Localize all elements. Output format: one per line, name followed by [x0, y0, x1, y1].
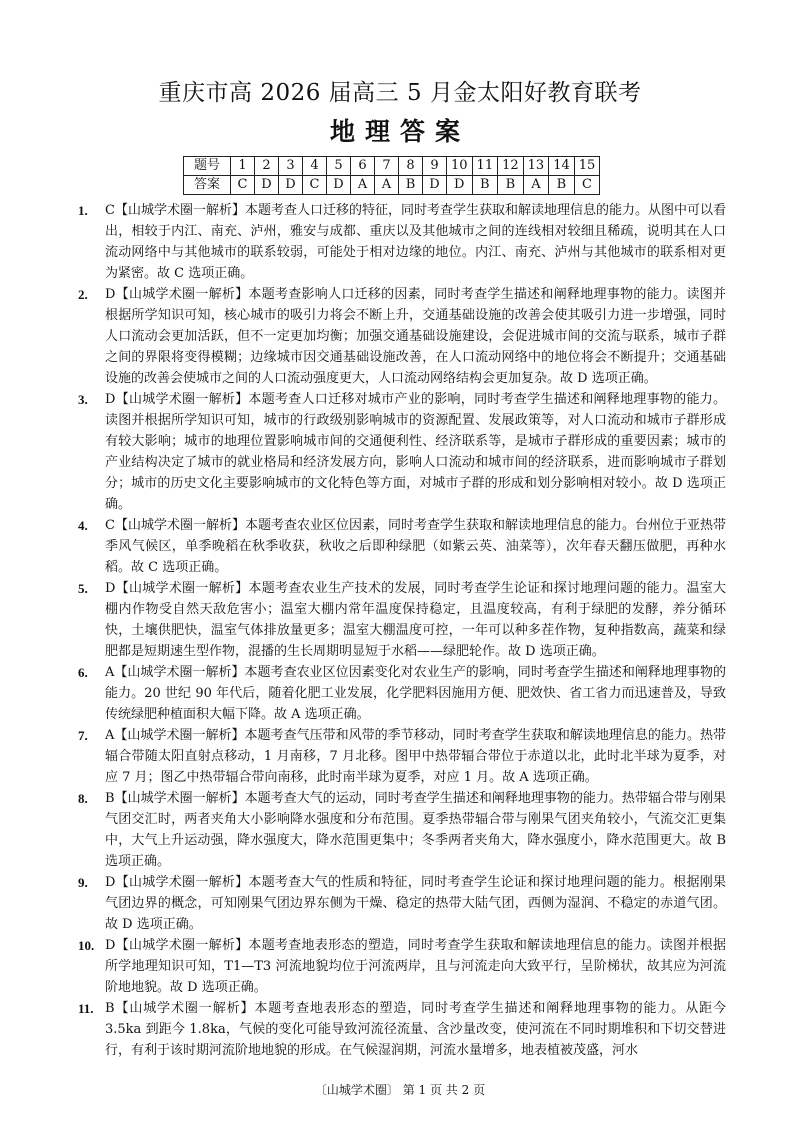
- item-number: 9.: [78, 875, 88, 890]
- question-number-cell: 8: [399, 157, 423, 176]
- item-text: C【山城学术圈一解析】本题考查农业区位因素，同时考查学生获取和解读地理信息的能力。台州位于亚热带季风气候区，单季晚稻在秋季收获，秋收之后即种绿肥（如紫云英、油菜等），次年春天翻压做肥，再种水稻。故 C 选项正确。: [105, 518, 726, 575]
- page-footer: 〔山城学术圈〕 第 1 页 共 2 页: [314, 1083, 486, 1097]
- item-number: 4.: [78, 518, 88, 533]
- item-text: A【山城学术圈一解析】本题考查气压带和风带的季节移动，同时考查学生获取和解读地理信息的能力。热带辐合带随太阳直射点移动，1 月南移，7 月北移。图甲中热带辐合带位于赤道以北，此时北半球为夏季，对应 7 月；图乙中热带辐合带向南移，此时南半球为夏季，对应 1 月。故 A 选项正确。: [105, 728, 726, 785]
- answer-cell: D: [279, 176, 303, 195]
- explanation-item: [78, 725, 726, 788]
- explanation-item: [78, 998, 726, 1061]
- item-number: 8.: [78, 791, 88, 806]
- item-text: B【山城学术圈一解析】本题考查大气的运动，同时考查学生描述和阐释地理事物的能力。热带辐合带与刚果气团交汇时，两者夹角大小影响降水强度和分布范围。夏季热带辐合带与刚果气团夹角较小，气流交汇更集中，大气上升运动强，降水强度大，降水范围更集中；冬季两者夹角大，降水强度小，降水范围更大。故 B 选项正确。: [105, 791, 726, 869]
- answer-table-number-row: [184, 157, 600, 176]
- row-label-numbers: 题号: [184, 157, 231, 176]
- item-text: D【山城学术圈一解析】本题考查影响人口迁移的因素，同时考查学生描述和阐释地理事物的能力。读图并根据所学知识可知，核心城市的吸引力将会不断上升，交通基础设施的改善会使其吸引力进一步增强，同时人口流动会更加活跃，但不一定更加均衡；加强交通基础设施建设，会促进城市间的交流与联系，城市子群之间的界限将变得模糊；边缘城市因交通基础设施改善，在人口流动网络中的地位将会不断提升；交通基础设施的改善会使城市之间的人口流动强度更大，人口流动网络结构会更加复杂。故 D 选项正确。: [105, 287, 726, 386]
- answer-cell: B: [498, 176, 524, 195]
- item-number: 3.: [78, 392, 88, 407]
- answer-table-answer-row: [184, 176, 600, 195]
- question-number-cell: 15: [574, 157, 600, 176]
- answer-cell: A: [523, 176, 549, 195]
- question-number-cell: 9: [423, 157, 447, 176]
- question-number-cell: 4: [303, 157, 327, 176]
- item-number: 2.: [78, 287, 88, 302]
- answer-table: [183, 156, 600, 195]
- answer-cell: C: [574, 176, 600, 195]
- explanation-item: [78, 872, 726, 935]
- item-number: 11.: [78, 1001, 94, 1016]
- question-number-cell: 10: [447, 157, 473, 176]
- answer-cell: C: [303, 176, 327, 195]
- explanation-item: [78, 578, 726, 662]
- answer-cell: D: [447, 176, 473, 195]
- answer-cell: A: [375, 176, 399, 195]
- question-number-cell: 6: [351, 157, 375, 176]
- item-number: 1.: [78, 203, 88, 218]
- item-text: D【山城学术圈一解析】本题考查大气的性质和特征，同时考查学生论证和探讨地理问题的能力。根据刚果气团边界的概念，可知刚果气团边界东侧为干燥、稳定的热带大陆气团，西侧为湿润、不稳定的赤道气团。故 D 选项正确。: [105, 875, 726, 932]
- question-number-cell: 5: [327, 157, 351, 176]
- question-number-cell: 1: [231, 157, 255, 176]
- explanation-item: [78, 788, 726, 872]
- answer-cell: C: [231, 176, 255, 195]
- question-number-cell: 11: [472, 157, 498, 176]
- question-number-cell: 7: [375, 157, 399, 176]
- item-number: 6.: [78, 665, 88, 680]
- page-title: 重庆市高 2026 届高三 5 月金太阳好教育联考: [158, 80, 642, 106]
- answer-cell: B: [549, 176, 575, 195]
- explanation-item: [78, 284, 726, 389]
- row-label-answers: 答案: [184, 176, 231, 195]
- explanation-list: [78, 200, 726, 1061]
- explanation-item: [78, 515, 726, 578]
- item-number: 10.: [78, 938, 95, 953]
- item-text: D【山城学术圈一解析】本题考查人口迁移对城市产业的影响，同时考查学生描述和阐释地理事物的能力。读图并根据所学知识可知，城市的行政级别影响城市的资源配置、发展政策等，对人口流动和城市子群形成有较大影响；城市的地理位置影响城市间的交通便利性、经济联系等，是城市子群形成的重要因素；城市的产业结构决定了城市的就业格局和经济发展方向，影响人口流动和城市间的经济联系，进而影响城市子群划分；城市的历史文化主要影响城市的文化特色等方面，对城市子群的形成和划分影响相对较小。故 D 选项正确。: [105, 392, 726, 512]
- question-number-cell: 14: [549, 157, 575, 176]
- explanation-item: [78, 200, 726, 284]
- explanation-item: [78, 389, 726, 515]
- answer-cell: D: [255, 176, 279, 195]
- item-text: D【山城学术圈一解析】本题考查农业生产技术的发展，同时考查学生论证和探讨地理问题的能力。温室大棚内作物受自然天敌危害小；温室大棚内常年温度保持稳定，且温度较高，有利于绿肥的发酵，养分循环快，土壤供肥快，温室气体排放量更多；温室大棚温度可控，一年可以种多茬作物，复种指数高，蔬菜和绿肥都是短期速生型作物，混播的生长周期明显短于水稻——绿肥轮作。故 D 选项正确。: [105, 581, 726, 659]
- answer-cell: B: [472, 176, 498, 195]
- question-number-cell: 12: [498, 157, 524, 176]
- answer-cell: B: [399, 176, 423, 195]
- question-number-cell: 2: [255, 157, 279, 176]
- item-number: 7.: [78, 728, 88, 743]
- item-number: 5.: [78, 581, 88, 596]
- item-text: C【山城学术圈一解析】本题考查人口迁移的特征，同时考查学生获取和解读地理信息的能力。从图中可以看出，相较于内江、南充、泸州，雅安与成都、重庆以及其他城市之间的连线相对较细且稀疏，说明其在人口流动网络中与其他城市的联系较弱，可能处于相对边缘的地位。内江、南充、泸州与其他城市的联系相对更为紧密。故 C 选项正确。: [105, 203, 726, 281]
- question-number-cell: 3: [279, 157, 303, 176]
- answer-cell: A: [351, 176, 375, 195]
- item-text: D【山城学术圈一解析】本题考查地表形态的塑造，同时考查学生获取和解读地理信息的能力。读图并根据所学地理知识可知，T1—T3 河流地貌均位于河流两岸，且与河流走向大致平行，呈阶梯状，故其应为河流阶地地貌。故 D 选项正确。: [105, 938, 726, 995]
- answer-cell: D: [423, 176, 447, 195]
- explanation-item: [78, 662, 726, 725]
- item-text: B【山城学术圈一解析】本题考查地表形态的塑造，同时考查学生描述和阐释地理事物的能力。从距今 3.5ka 到距今 1.8ka，气候的变化可能导致河流径流量、含沙量改变，使河流在不同时期堆积和下切交替进行，有利于该时期河流阶地地貌的形成。在气候湿润期，河流水量增多，地表植被茂盛，河水: [105, 1001, 726, 1058]
- explanation-item: [78, 935, 726, 998]
- item-text: A【山城学术圈一解析】本题考查农业区位因素变化对农业生产的影响，同时考查学生描述和阐释地理事物的能力。20 世纪 90 年代后，随着化肥工业发展，化学肥料因施用方便、肥效快、省工省力而迅速普及，导致传统绿肥种植面积大幅下降。故 A 选项正确。: [105, 665, 726, 722]
- answer-cell: D: [327, 176, 351, 195]
- question-number-cell: 13: [523, 157, 549, 176]
- page-subtitle: 地理答案: [329, 117, 470, 146]
